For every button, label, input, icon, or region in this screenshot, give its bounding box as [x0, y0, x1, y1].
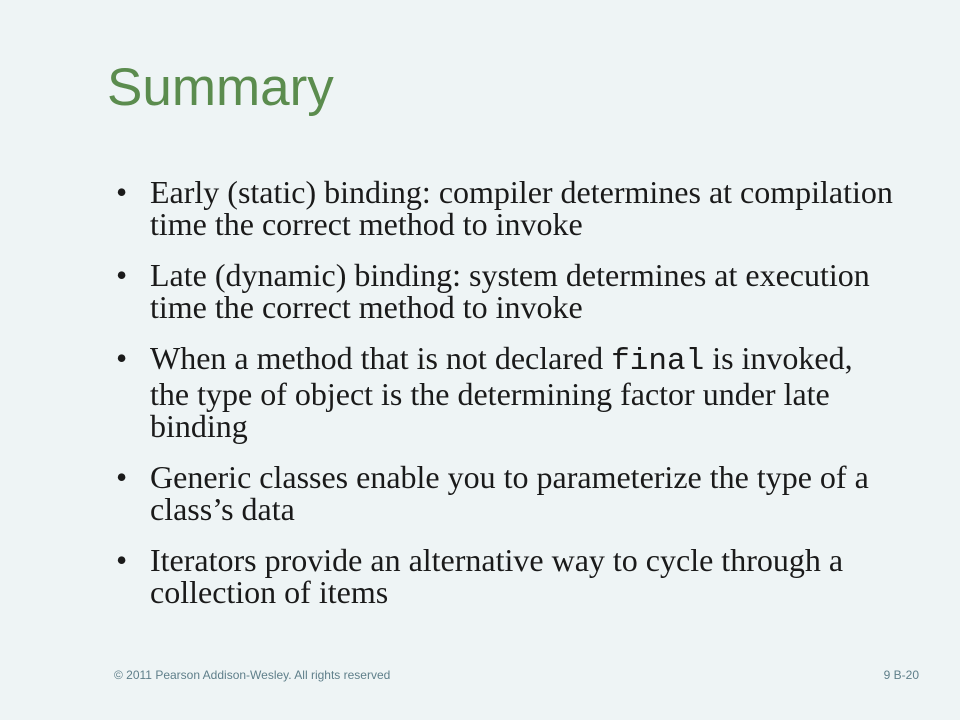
- bullet-icon: •: [116, 174, 128, 210]
- bullet-list: [116, 176, 896, 627]
- slide-title: Summary: [107, 58, 334, 117]
- bullet-icon: •: [116, 542, 128, 578]
- bullet-item-generic-classes: [116, 461, 896, 525]
- bullet-text: Generic classes enable you to parameterize the type of a class’s data: [150, 459, 869, 527]
- footer-page-number: 9 B-20: [883, 668, 919, 682]
- bullet-text: Early (static) binding: compiler determines at compilation time the correct method to invoke: [150, 174, 893, 242]
- bullet-text: Iterators provide an alternative way to cycle through a collection of items: [150, 542, 844, 610]
- bullet-item-final-method: [116, 342, 896, 442]
- bullet-icon: •: [116, 257, 128, 293]
- bullet-icon: •: [116, 340, 128, 376]
- bullet-icon: •: [116, 459, 128, 495]
- bullet-item-iterators: [116, 544, 896, 608]
- bullet-text-after: is invoked, the type of object is the determining factor under late binding: [150, 340, 853, 444]
- bullet-text-before: When a method that is not declared: [150, 340, 612, 376]
- bullet-item-early-binding: [116, 176, 896, 240]
- footer-copyright: © 2011 Pearson Addison-Wesley. All rights reserved: [114, 668, 391, 682]
- bullet-item-late-binding: [116, 259, 896, 323]
- bullet-text: Late (dynamic) binding: system determines at execution time the correct method to invoke: [150, 257, 870, 325]
- code-keyword-final: final: [611, 344, 705, 379]
